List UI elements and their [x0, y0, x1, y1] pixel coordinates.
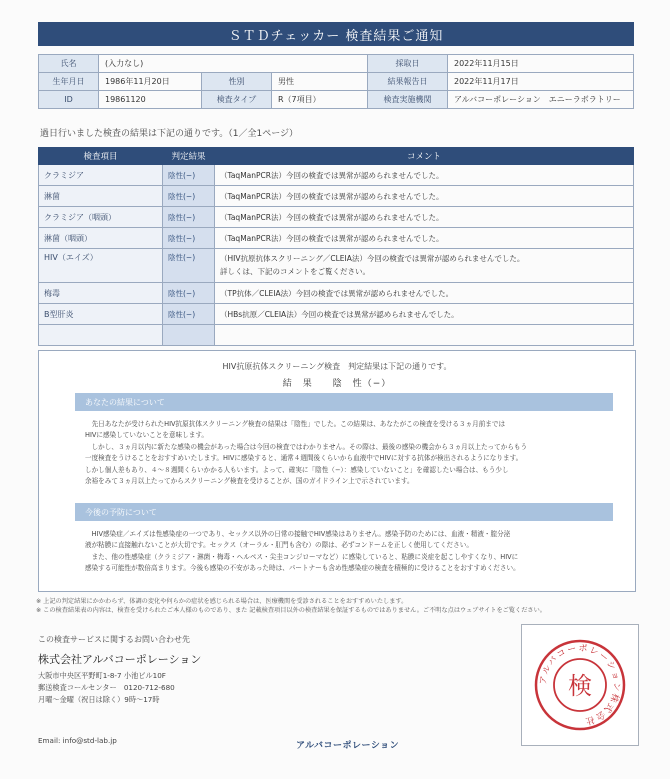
collect-date-value: 2022年11月15日 [448, 55, 634, 73]
id-value: 19861120 [99, 91, 202, 109]
result-judge: 陰性(−) [163, 186, 215, 207]
results-table [38, 147, 634, 346]
header-comment: コメント [215, 148, 634, 165]
hiv-result-line: 結 果 陰 性（−） [282, 379, 392, 389]
text-line: また、他の性感染症（クラミジア・淋菌・梅毒・ヘルペス・尖圭コンジローマなど）に感染していると、粘膜に炎症を起こしやすくなり、HIVに [85, 552, 519, 561]
report-date-value: 2022年11月17日 [448, 73, 634, 91]
section-prevention-text [85, 529, 619, 575]
text-line: 一度検査をうけることをおすすめいたします。HIVに感染すると、通常４週間後くらいから血液中でHIVに対する抗体が検出されるようになります。 [85, 454, 523, 463]
table-row [39, 304, 634, 325]
text-line: HIVに感染していないことを意味します。 [85, 431, 208, 440]
section-prevention: 今後の予防について [75, 503, 613, 521]
section-your-result: あなたの結果について [75, 393, 613, 411]
result-judge: 陰性(−) [163, 207, 215, 228]
result-comment-note: 詳しくは、下記のコメントをご覧ください。 [220, 267, 370, 276]
result-comment: （HBs抗原／CLEIA法）今回の検査では異常が認められませんでした。 [215, 304, 634, 325]
result-item: 淋菌 [39, 186, 163, 207]
result-comment [215, 249, 634, 283]
result-item: 淋菌（咽頭） [39, 228, 163, 249]
company-logo: アルバコーポレーション [296, 741, 400, 751]
result-comment: （TaqManPCR法）今回の検査では異常が認められませんでした。 [215, 186, 634, 207]
patient-info-table [38, 54, 634, 109]
section-your-result-text [85, 419, 619, 487]
result-item: B型肝炎 [39, 304, 163, 325]
sex-label: 性別 [202, 73, 272, 91]
header-judge: 判定結果 [163, 148, 215, 165]
result-judge: 陰性(−) [163, 249, 215, 283]
seal-ring-text: アルバコーポレーション株式会社 [538, 643, 622, 726]
table-row-empty [39, 325, 634, 346]
text-line: 液が粘膜に直接触れないことが大切です。セックス（オーラル・肛門も含む）の際は、必ずコンドームを正しく使用してください。 [85, 541, 473, 550]
intro-text: 過日行いました検査の結果は下記の通りです。（1／全1ページ） [40, 129, 299, 139]
collect-date-label: 採取日 [368, 55, 448, 73]
result-comment: （TaqManPCR法）今回の検査では異常が認められませんでした。 [215, 228, 634, 249]
footnotes [36, 597, 546, 615]
result-judge: 陰性(−) [163, 283, 215, 304]
text-line: しかし、３ヵ月以内に新たな感染の機会があった場合は今回の検査ではわかりません。その際は、最後の感染の機会から３ヵ月以上たってからもう [85, 442, 528, 451]
text-line: しかし個人差もあり、４〜８週間くらいかかる人もいます。よって、確実に「陰性（−）：感染していないこと」を確認したい場合は、もう少し [85, 465, 509, 474]
text-line: 余裕をみて３ヵ月以上たってからスクリーニング検査を受けることが、国のガイドライン上で示されています。 [85, 477, 414, 486]
business-hours: 月曜〜金曜（祝日は除く）9時〜17時 [38, 695, 160, 704]
table-row [39, 249, 634, 283]
lab-label: 検査実施機関 [368, 91, 448, 109]
text-line: 感染する可能性が数倍高まります。今後も感染の不安があった時は、パートナーも含め性感染症の検査を積極的に受けることをおすすめください。 [85, 564, 520, 573]
seal-center-text: 検 [568, 672, 592, 700]
hiv-comment-box [38, 350, 636, 592]
name-value: (入力なし) [99, 55, 368, 73]
company-name: 株式会社アルバコーポレーション [38, 653, 202, 666]
result-comment: （TP抗体／CLEIA法）今回の検査では異常が認められませんでした。 [215, 283, 634, 304]
table-row [39, 165, 634, 186]
company-seal [522, 625, 638, 745]
result-comment: （TaqManPCR法）今回の検査では異常が認められませんでした。 [215, 165, 634, 186]
header-item: 検査項目 [39, 148, 163, 165]
result-comment: （TaqManPCR法）今回の検査では異常が認められませんでした。 [215, 207, 634, 228]
result-item: クラミジア（咽頭） [39, 207, 163, 228]
text-line: HIV感染症／エイズは性感染症の一つであり、セックス以外の日常の接触でHIV感染はありません。感染予防のためには、血液・精液・膣分泌 [85, 530, 511, 538]
contact-heading: この検査サービスに関するお問い合わせ先 [38, 635, 190, 644]
result-comment-text: （HIV抗原抗体スクリーニング／CLEIA法）今回の検査では異常が認められませんでした。 [220, 254, 525, 263]
test-type-label: 検査タイプ [202, 91, 272, 109]
sex-value: 男性 [272, 73, 368, 91]
result-judge: 陰性(−) [163, 165, 215, 186]
hiv-heading: HIV抗原抗体スクリーニング検査 判定結果は下記の通りです。 [222, 362, 452, 371]
table-row [39, 186, 634, 207]
footnote: ※ 上記の判定結果にかかわらず、体調の変化や何らかの症状を感じられる場合は、医療機関を受診されることをおすすめいたします。 [36, 598, 408, 605]
seal-box [521, 624, 639, 746]
text-line: 先日あなたが受けられたHIV抗原抗体スクリーニング検査の結果は「陰性」でした。この結果は、あなたがこの検査を受ける３ヵ月前までは [85, 420, 506, 428]
report-title: ＳＴＤチェッカー 検査結果ご通知 [38, 22, 634, 46]
table-row [39, 207, 634, 228]
table-row [39, 283, 634, 304]
email-link[interactable]: Email: info@std-lab.jp [38, 736, 117, 745]
address: 大阪市中央区平野町1-8-7 小池ビル10F [38, 671, 166, 680]
result-item: HIV（エイズ） [39, 249, 163, 283]
call-center: 郵送検査コールセンター 0120-712-680 [38, 683, 175, 692]
contact-details [38, 670, 175, 706]
result-judge: 陰性(−) [163, 304, 215, 325]
report-date-label: 結果報告日 [368, 73, 448, 91]
name-label: 氏名 [39, 55, 99, 73]
table-row [39, 228, 634, 249]
dob-value: 1986年11月20日 [99, 73, 202, 91]
result-item: クラミジア [39, 165, 163, 186]
result-judge: 陰性(−) [163, 228, 215, 249]
result-item: 梅毒 [39, 283, 163, 304]
test-type-value: R（7項目） [272, 91, 368, 109]
footnote: ※ この検査結果表の内容は、検査を受けられたご本人様のものであり、また 記載検査項目以外の検査結果を保証するものではありません。ご不明な点はウェブサイトをご覧ください。 [36, 607, 546, 614]
dob-label: 生年月日 [39, 73, 99, 91]
lab-value: アルバコーポレーション エニーラボラトリー [448, 91, 634, 109]
id-label: ID [39, 91, 99, 109]
